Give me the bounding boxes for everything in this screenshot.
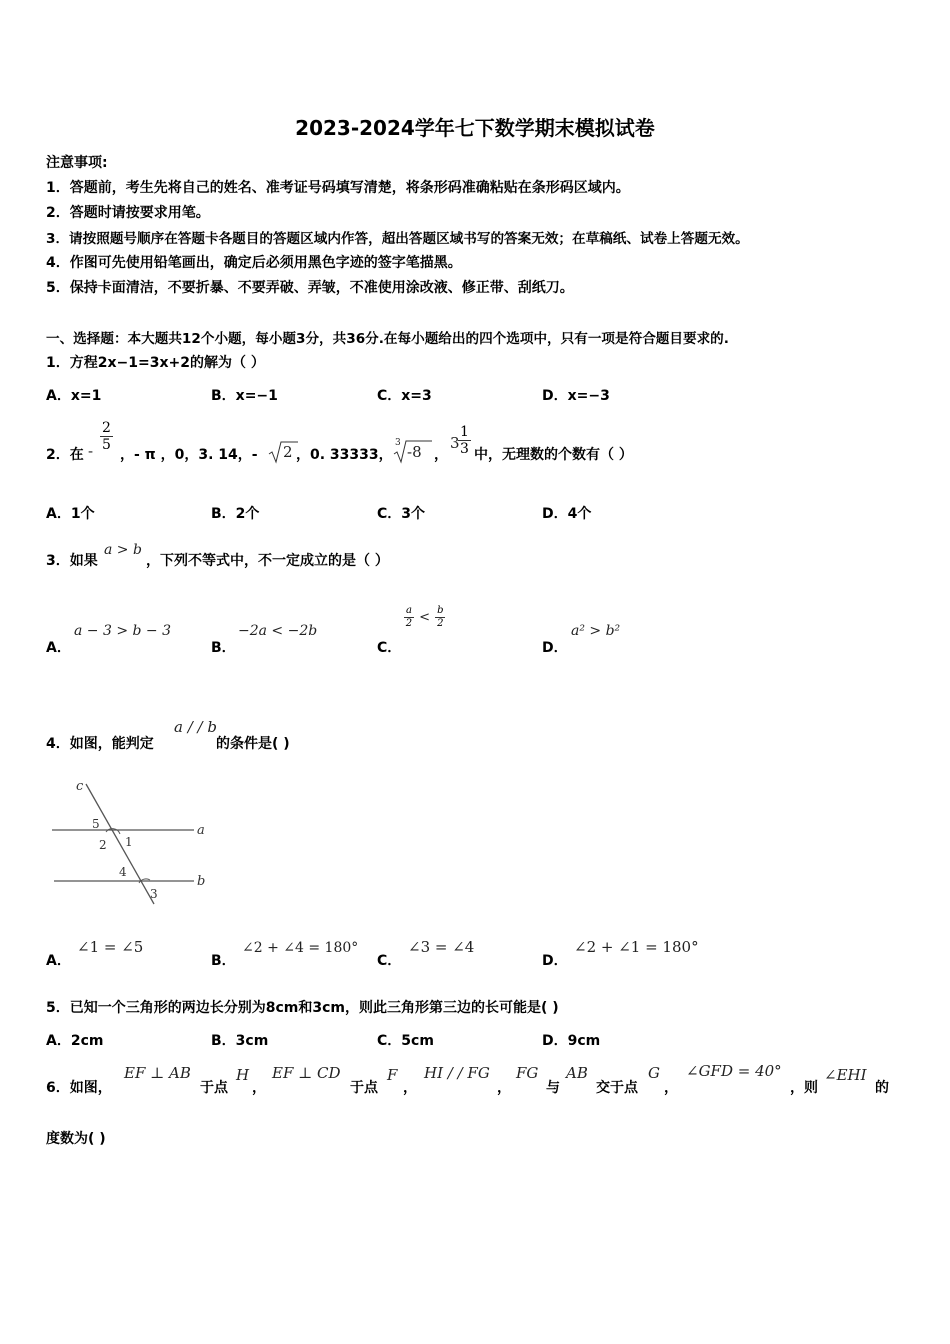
fig-angle-4: 4 bbox=[119, 865, 127, 879]
q3-c-lt: < bbox=[419, 610, 430, 625]
fig-angle-1: 1 bbox=[125, 835, 133, 849]
q3-c-den-right: 2 bbox=[437, 618, 444, 629]
q3-expr-c bbox=[404, 605, 445, 630]
q4-suffix: 的条件是( ) bbox=[216, 736, 290, 752]
q4-label-a: A． bbox=[46, 953, 71, 969]
q6-line-2: 度数为( ) bbox=[46, 1131, 106, 1147]
q6-text-5: ， bbox=[497, 1080, 511, 1096]
q5-option-a: A．2cm bbox=[46, 1033, 104, 1049]
q4-label-d: D． bbox=[542, 953, 568, 969]
notice-item: 3．请按照题号顺序在答题卡各题目的答题区域内作答，超出答题区域书写的答案无效；在草稿纸、试卷上答题无效。 bbox=[46, 231, 749, 247]
q3-condition: a > b bbox=[104, 542, 142, 558]
q4-expr-c: ∠3 = ∠4 bbox=[408, 938, 475, 956]
q3-expr-d: a² > b² bbox=[571, 623, 621, 639]
q3-c-den-left: 2 bbox=[405, 618, 413, 629]
q1-option-b: B．x=−1 bbox=[211, 388, 278, 404]
q2-mixed-fraction bbox=[458, 424, 471, 457]
q6-text-7: 交于点 bbox=[596, 1080, 638, 1096]
q6-expr-8: G bbox=[648, 1064, 660, 1082]
q3-expr-a: a − 3 > b − 3 bbox=[74, 623, 172, 639]
transversal-c bbox=[86, 784, 154, 904]
q4-prefix: 4．如图，能判定 bbox=[46, 736, 154, 752]
q2-list-1: ，- π ，0，3. 14，- bbox=[120, 447, 258, 463]
q3-label-a: A． bbox=[46, 640, 71, 656]
q4-label-c: C． bbox=[377, 953, 402, 969]
notice-item: 4．作图可先使用铅笔画出，确定后必须用黑色字迹的签字笔描黑。 bbox=[46, 255, 462, 271]
q2-cbrt-index: 3 bbox=[395, 438, 401, 448]
q4-condition: a / / b bbox=[174, 718, 217, 736]
q5-stem: 5．已知一个三角形的两边长分别为8cm和3cm，则此三角形第三边的长可能是( ) bbox=[46, 1000, 559, 1016]
fig-label-a: a bbox=[197, 823, 205, 838]
q3-prefix: 3．如果 bbox=[46, 553, 98, 569]
q2-option-a: A．1个 bbox=[46, 506, 95, 522]
notice-item: 2．答题时请按要求用笔。 bbox=[46, 205, 210, 221]
q2-suffix: 中，无理数的个数有（ ） bbox=[474, 447, 633, 463]
q4-expr-a: ∠1 = ∠5 bbox=[77, 938, 144, 956]
q2-mixed-den: 3 bbox=[460, 441, 469, 457]
q1-option-c: C．x=3 bbox=[377, 388, 432, 404]
q6-text-2: ， bbox=[252, 1080, 266, 1096]
q2-option-b: B．2个 bbox=[211, 506, 260, 522]
q3-label-b: B． bbox=[211, 640, 236, 656]
q6-text-6: 与 bbox=[546, 1080, 560, 1096]
q6-expr-10: ∠EHI bbox=[824, 1066, 867, 1084]
notice-heading: 注意事项: bbox=[46, 155, 108, 171]
q5-option-b: B．3cm bbox=[211, 1033, 269, 1049]
notice-item: 1．答题前，考生先将自己的姓名、准考证号码填写清楚，将条形码准确粘贴在条形码区域内。 bbox=[46, 180, 630, 196]
fig-angle-3: 3 bbox=[150, 887, 158, 901]
fig-label-c: c bbox=[76, 779, 84, 794]
q3-c-num-left: a bbox=[406, 605, 412, 616]
q5-option-d: D．9cm bbox=[542, 1033, 601, 1049]
fig-angle-5: 5 bbox=[92, 817, 100, 831]
q4-figure bbox=[46, 772, 216, 912]
q2-prefix: 2．在 bbox=[46, 447, 84, 463]
q6-text-9: ，则 bbox=[790, 1080, 818, 1096]
q6-text-4: ， bbox=[403, 1080, 417, 1096]
fig-label-b: b bbox=[197, 874, 206, 889]
q6-expr-5: HI / / FG bbox=[424, 1064, 490, 1082]
q2-fraction bbox=[100, 420, 113, 453]
q5-option-c: C．5cm bbox=[377, 1033, 434, 1049]
q2-frac-num: 2 bbox=[102, 420, 111, 436]
q3-label-d: D． bbox=[542, 640, 568, 656]
q3-suffix: ，下列不等式中，不一定成立的是（ ） bbox=[146, 553, 389, 569]
q2-option-d: D．4个 bbox=[542, 506, 592, 522]
q1-option-a: A．x=1 bbox=[46, 388, 102, 404]
q2-mixed-whole: 3 bbox=[450, 434, 460, 452]
q6-expr-7: AB bbox=[566, 1064, 588, 1082]
q4-expr-b: ∠2 + ∠4 = 180° bbox=[242, 940, 359, 956]
q6-expr-3: EF ⊥ CD bbox=[272, 1064, 341, 1082]
page-title: 2023-2024学年七下数学期末模拟试卷 bbox=[295, 116, 655, 140]
q4-label-b: B． bbox=[211, 953, 236, 969]
q4-expr-d: ∠2 + ∠1 = 180° bbox=[574, 938, 699, 956]
q6-expr-2: H bbox=[236, 1066, 250, 1084]
q2-frac-den: 5 bbox=[102, 437, 111, 453]
q2-minus: - bbox=[88, 442, 94, 460]
q2-mixed-num: 1 bbox=[460, 424, 469, 440]
q2-comma: ， bbox=[434, 447, 448, 463]
q3-label-c: C． bbox=[377, 640, 402, 656]
q3-expr-b: −2a < −2b bbox=[238, 623, 318, 639]
q2-sqrt-value: 2 bbox=[283, 443, 293, 461]
q6-prefix: 6．如图， bbox=[46, 1080, 112, 1096]
q6-text-8: ， bbox=[664, 1080, 678, 1096]
section-heading: 一、选择题：本大题共12个小题，每小题3分，共36分.在每小题给出的四个选项中，只有一项是符合题目要求的. bbox=[46, 331, 729, 347]
q6-expr-9: ∠GFD = 40° bbox=[686, 1062, 782, 1080]
fig-angle-2: 2 bbox=[99, 838, 107, 852]
q2-option-c: C．3个 bbox=[377, 506, 426, 522]
q6-text-3: 于点 bbox=[350, 1080, 378, 1096]
q6-text-1: 于点 bbox=[200, 1080, 228, 1096]
q1-stem: 1．方程2x−1=3x+2的解为（ ） bbox=[46, 355, 265, 371]
q2-cbrt-value: -8 bbox=[407, 443, 422, 461]
q6-text-10: 的 bbox=[875, 1080, 889, 1096]
q6-expr-1: EF ⊥ AB bbox=[124, 1064, 191, 1082]
q6-expr-6: FG bbox=[516, 1064, 539, 1082]
q3-c-num-right: b bbox=[437, 605, 444, 616]
q1-option-d: D．x=−3 bbox=[542, 388, 610, 404]
q6-expr-4: F bbox=[387, 1066, 398, 1084]
q2-list-2: ，0. 33333， bbox=[296, 447, 393, 463]
notice-item: 5．保持卡面清洁，不要折暴、不要弄破、弄皱，不准使用涂改液、修正带、刮纸刀。 bbox=[46, 280, 574, 296]
